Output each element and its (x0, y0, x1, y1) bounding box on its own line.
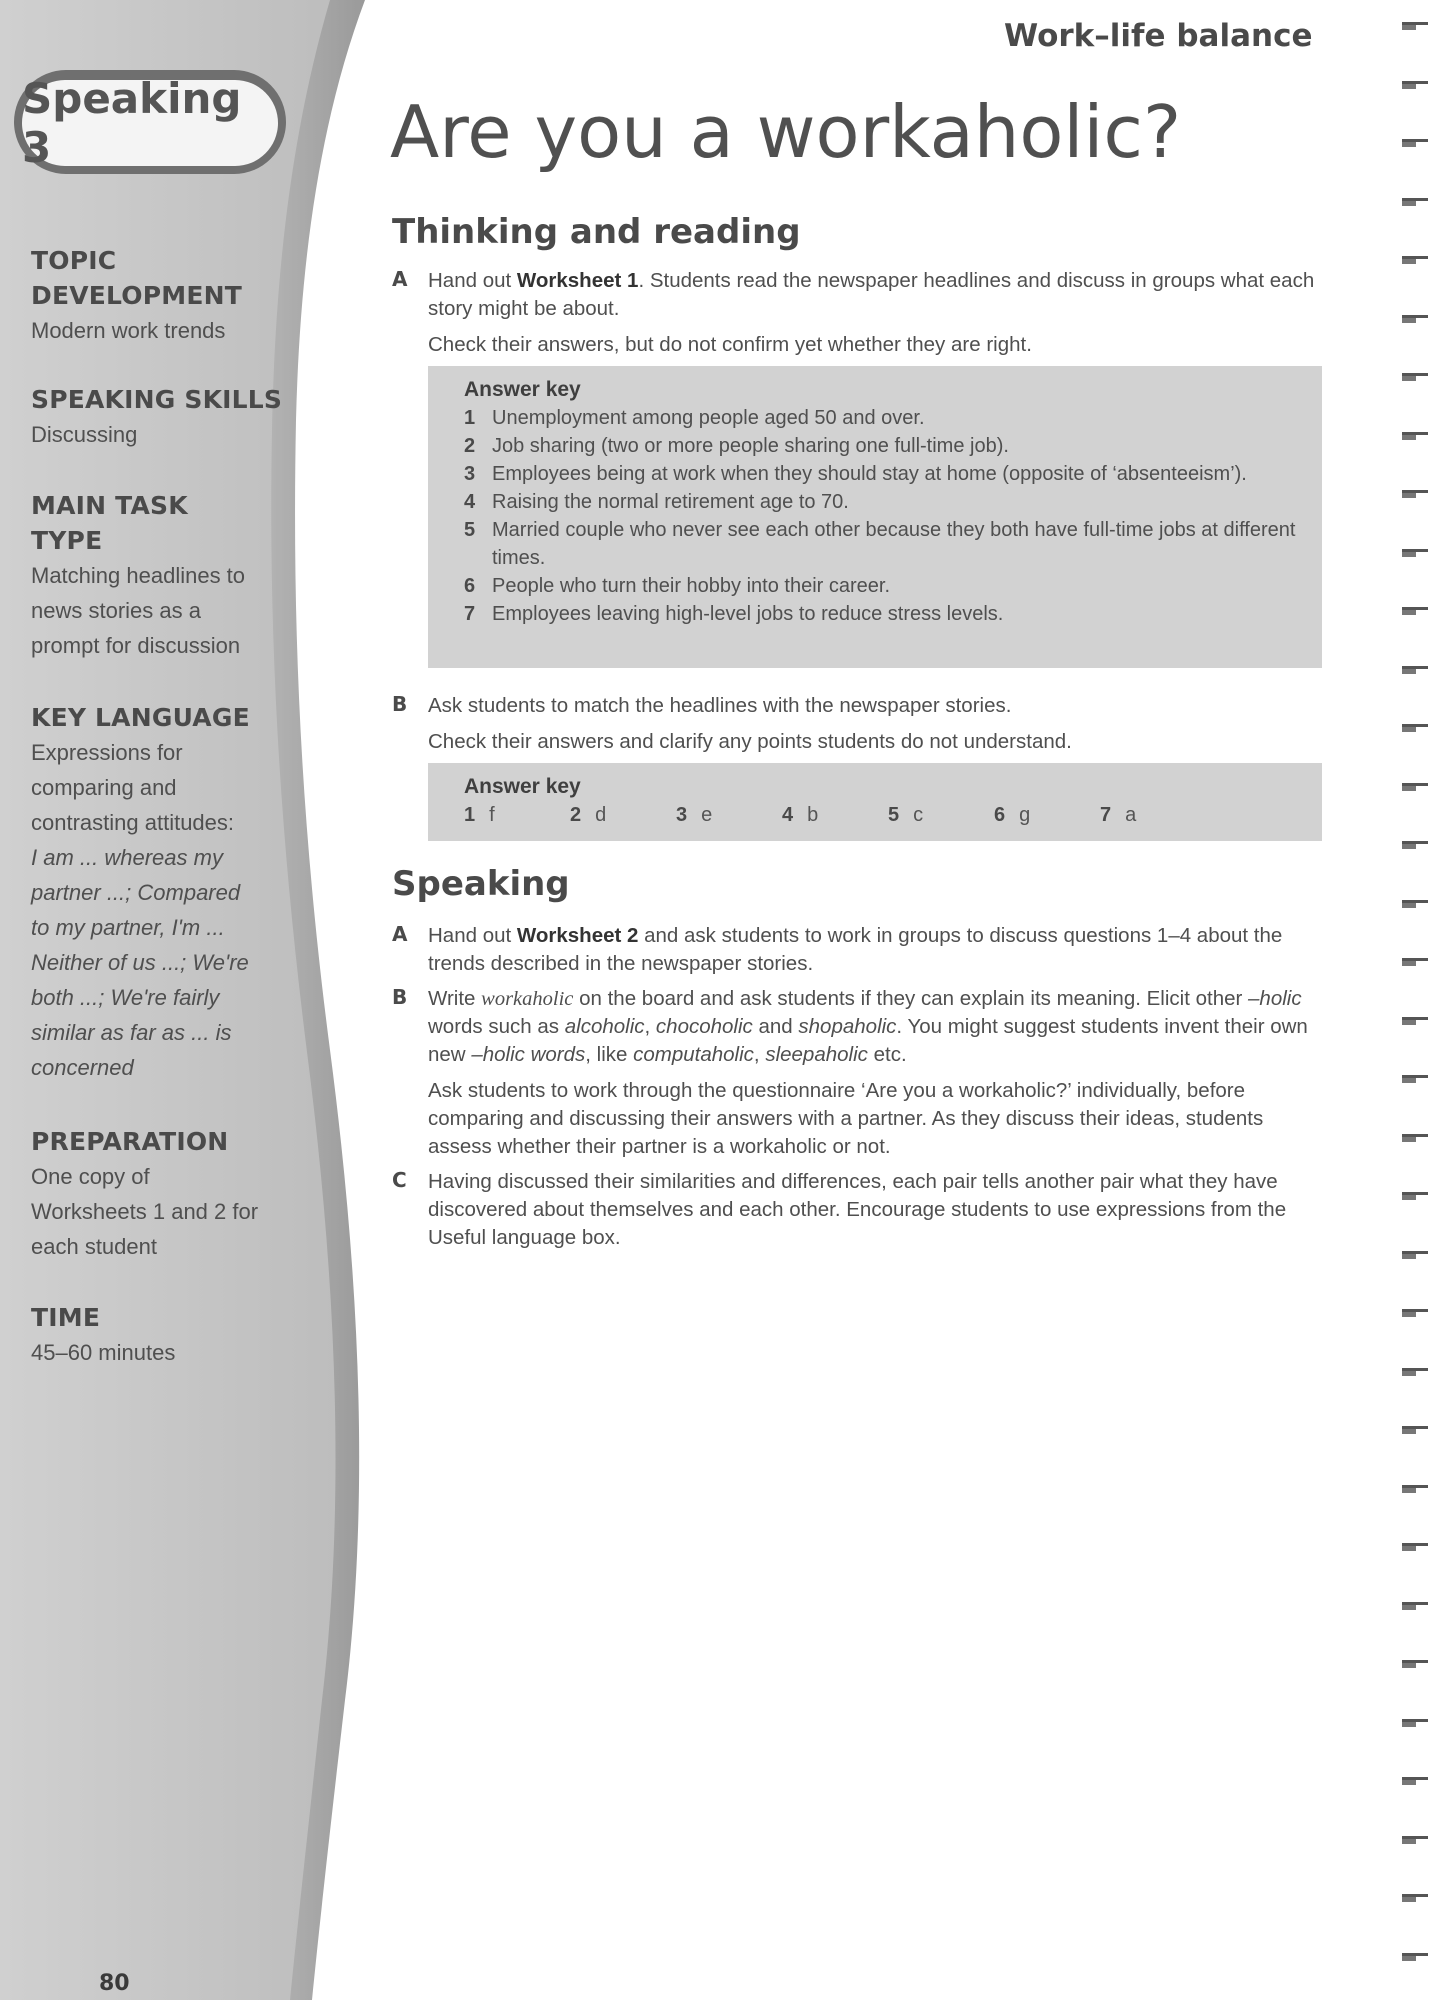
binding-ring (1402, 432, 1428, 440)
binding-ring (1402, 1426, 1428, 1434)
sidebar-heading: DEVELOPMENT (31, 281, 243, 310)
binding-ring (1402, 1075, 1428, 1083)
worksheet-ref: Worksheet 2 (516, 924, 639, 947)
key-language-example: concerned (31, 1055, 134, 1080)
binding-ring (1402, 549, 1428, 557)
binding-ring (1402, 1134, 1428, 1142)
item-letter: B (392, 985, 408, 1009)
answer-pair: 6 g (994, 804, 1031, 826)
sidebar-block-time (31, 1300, 291, 1370)
binding-ring (1402, 607, 1428, 615)
page-number: 80 (99, 1971, 130, 1996)
section-tab-label: Speaking 3 (22, 80, 278, 166)
sidebar-heading: PREPARATION (31, 1127, 229, 1156)
key-language-example: I am ... whereas my (31, 845, 223, 870)
binding-ring (1402, 139, 1428, 147)
sidebar-block-preparation (31, 1124, 291, 1264)
sidebar-heading: MAIN TASK (31, 491, 188, 520)
answer-pair: 2 d (570, 804, 607, 826)
answer-key-item: 5 Married couple who never see each other because they both have full-time jobs at different times. (464, 519, 1296, 569)
binding-ring (1402, 1719, 1428, 1727)
sidebar-heading: TOPIC (31, 246, 117, 275)
instruction-text: Hand out Worksheet 1. Students read the newspaper headlines and discuss in groups what each story might be about. (428, 269, 1315, 320)
binding-ring (1402, 1836, 1428, 1844)
item-letter: A (392, 922, 408, 946)
key-language-example: both ...; We're fairly (31, 985, 220, 1010)
answer-key-box (428, 763, 1322, 841)
sidebar-text: Matching headlines to (31, 563, 246, 588)
sidebar-text: Modern work trends (31, 318, 226, 343)
answer-key-title: Answer key (464, 378, 581, 401)
answer-key-title: Answer key (464, 775, 581, 798)
instruction-text: Check their answers, but do not confirm yet whether they are right. (428, 333, 1032, 356)
binding-ring (1402, 900, 1428, 908)
instruction-text: Write workaholic on the board and ask students if they can explain its meaning. Elicit other –holic words such as alcoholic, chocoholic and shopaholic. You might suggest students invent their own new –holic words, like computaholic, sleepaholic etc. (428, 987, 1308, 1066)
sidebar-block-main-task (31, 488, 291, 663)
section-heading-speaking: Speaking (392, 864, 570, 904)
key-language-example: similar as far as ... is (31, 1020, 232, 1045)
binding-ring (1402, 958, 1428, 966)
answer-key-item: 7 Employees leaving high-level jobs to reduce stress levels. (464, 603, 1004, 625)
sidebar-block-key-language (31, 700, 291, 1085)
binding-ring (1402, 1192, 1428, 1200)
binding-ring (1402, 1309, 1428, 1317)
section-heading-thinking-reading: Thinking and reading (392, 212, 801, 252)
binding-ring (1402, 724, 1428, 732)
binding-ring (1402, 1017, 1428, 1025)
instruction-item (392, 692, 1322, 764)
binding-ring (1402, 1602, 1428, 1610)
answer-key-item: 3 Employees being at work when they should stay at home (opposite of ‘absenteeism’). (464, 463, 1247, 485)
answer-pair: 3 e (676, 804, 713, 826)
spiral-binding (1400, 0, 1430, 2000)
instruction-item (392, 922, 1322, 986)
binding-ring (1402, 22, 1428, 30)
sidebar-text: comparing and (31, 775, 177, 800)
answer-key-item: 4 Raising the normal retirement age to 70. (464, 491, 849, 513)
binding-ring (1402, 783, 1428, 791)
binding-ring (1402, 81, 1428, 89)
binding-ring (1402, 841, 1428, 849)
answer-pair: 4 b (782, 804, 819, 826)
sidebar-text: news stories as a (31, 598, 201, 623)
binding-ring (1402, 666, 1428, 674)
sidebar-heading: KEY LANGUAGE (31, 703, 250, 732)
key-language-example: to my partner, I'm ... (31, 915, 225, 940)
sidebar-heading: SPEAKING SKILLS (31, 385, 283, 414)
answer-key-item: 6 People who turn their hobby into their career. (464, 575, 891, 597)
answer-pair: 5 c (888, 804, 924, 826)
sidebar-block-topic (31, 243, 291, 348)
sidebar-block-speaking-skills (31, 382, 291, 452)
answer-key-row (464, 801, 1322, 829)
instruction-text: Ask students to match the headlines with the newspaper stories. (428, 694, 1012, 717)
binding-ring (1402, 1368, 1428, 1376)
sidebar-text: Worksheets 1 and 2 for (31, 1199, 259, 1224)
key-language-example: Neither of us ...; We're (31, 950, 249, 975)
page-title: Are you a workaholic? (390, 90, 1182, 174)
binding-ring (1402, 1953, 1428, 1961)
item-letter: C (392, 1168, 407, 1192)
item-letter: B (392, 692, 408, 716)
worksheet-ref: Worksheet 1 (516, 269, 639, 292)
instruction-item (392, 985, 1322, 1169)
binding-ring (1402, 1777, 1428, 1785)
binding-ring (1402, 198, 1428, 206)
instruction-text: Hand out Worksheet 2 and ask students to work in groups to discuss questions 1–4 about the trends described in the newspaper stories. (428, 924, 1283, 975)
binding-ring (1402, 315, 1428, 323)
binding-ring (1402, 1660, 1428, 1668)
instruction-text: Ask students to work through the questionnaire ‘Are you a workaholic?’ individually, before comparing and discussing their answers with a partner. As they discuss their ideas, students assess whether their partner is a workaholic or not. (428, 1079, 1264, 1158)
sidebar-heading: TYPE (31, 526, 103, 555)
running-head: Work–life balance (1004, 18, 1313, 54)
sidebar-text: Discussing (31, 422, 138, 447)
binding-ring (1402, 1543, 1428, 1551)
sidebar-heading: TIME (31, 1303, 101, 1332)
sidebar-text: One copy of (31, 1164, 150, 1189)
key-language-example: partner ...; Compared (31, 880, 241, 905)
binding-ring (1402, 1894, 1428, 1902)
binding-ring (1402, 1251, 1428, 1259)
sidebar-text: each student (31, 1234, 157, 1259)
answer-pair: 1 f (464, 804, 495, 826)
answer-key-item: 2 Job sharing (two or more people sharing one full-time job). (464, 435, 1009, 457)
binding-ring (1402, 490, 1428, 498)
answer-key-list (428, 404, 1322, 636)
sidebar-text: Expressions for (31, 740, 183, 765)
instruction-item (392, 267, 1322, 367)
answer-pair: 7 a (1100, 804, 1137, 826)
item-letter: A (392, 267, 408, 291)
instruction-item (392, 1168, 1322, 1260)
answer-key-box (428, 366, 1322, 668)
binding-ring (1402, 1485, 1428, 1493)
sidebar-text: prompt for discussion (31, 633, 241, 658)
sidebar-text: contrasting attitudes: (31, 810, 235, 835)
sidebar (0, 0, 320, 2000)
instruction-text: Having discussed their similarities and differences, each pair tells another pair what they have discovered about themselves and each other. Encourage students to use expressions from the Useful language box. (428, 1170, 1287, 1249)
answer-key-item: 1 Unemployment among people aged 50 and over. (464, 407, 925, 429)
binding-ring (1402, 256, 1428, 264)
instruction-text: Check their answers and clarify any points students do not understand. (428, 730, 1072, 753)
binding-ring (1402, 373, 1428, 381)
sidebar-text: 45–60 minutes (31, 1340, 176, 1365)
